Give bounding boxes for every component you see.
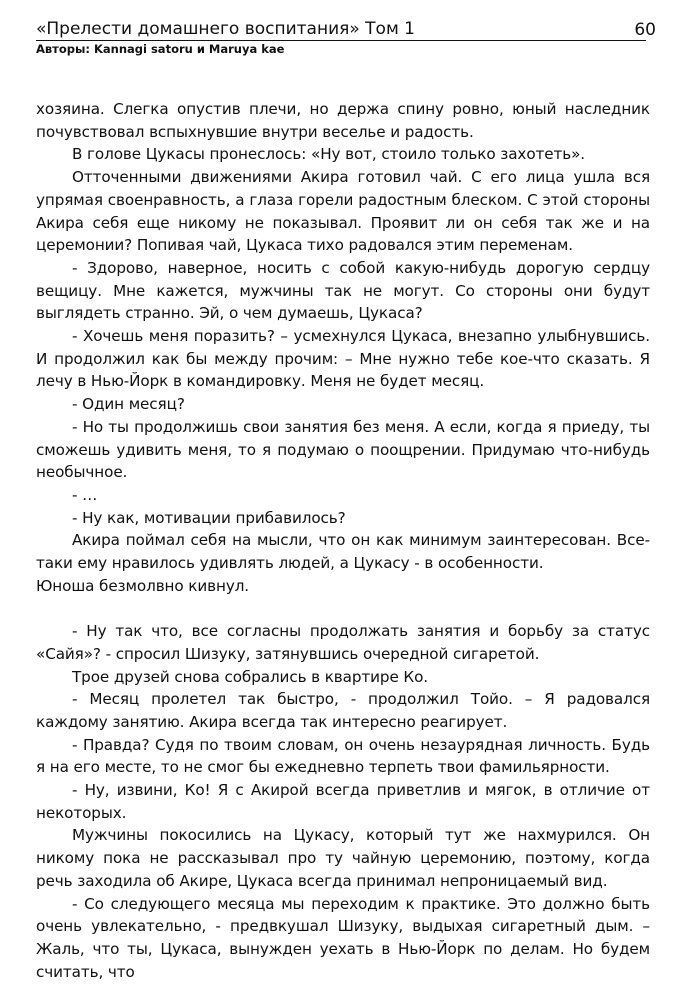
paragraph: хозяина. Слегка опустив плечи, но держа спину ровно, юный наследник почувствовал вспыхнувшие внутри веселье и радость. [36,100,650,141]
paragraph: Юноша безмолвно кивнул. [36,576,250,595]
paragraph: - Хочешь меня поразить? – усмехнулся Цукаса, внезапно улыбнувшись. И продолжил как бы между прочим: – Мне нужно тебе кое-что сказать. Я лечу в Нью-Йорк в командировку. Меня не будет месяц. [36,327,650,391]
paragraph: - Месяц пролетел так быстро, - продолжил Тойо. – Я радовался каждому занятию. Акира всегда так интересно реагирует. [36,690,650,731]
paragraph: - Ну так что, все согласны продолжать занятия и борьбу за статус «Сайя»? - спросил Шизуку, затянувшись очередной сигаретой. [36,622,650,663]
paragraph: Трое друзей снова собрались в квартире Ко. [72,667,429,686]
page-number: 60 [634,20,656,40]
paragraph: - Правда? Судя по твоим словам, он очень незаурядная личность. Будь я на его месте, то не смог бы ежедневно терпеть твои фамильярности. [36,735,650,777]
page-header [36,18,656,58]
body-text [36,98,650,983]
paragraph: Отточенными движениями Акира готовил чай. С его лица ушла вся упрямая своенравность, а глаза горели радостным блеском. С этой стороны Акира себя еще никому не показывал. Проявит ли он себя так же и на церемонии? Попивая чай, Цукаса тихо радовался этим переменам. [36,168,650,255]
paragraph: - Ну как, мотивации прибавилось? [72,508,346,527]
paragraph: В голове Цукасы пронеслось: «Ну вот, стоило только захотеть». [72,145,586,164]
paragraph: - … [72,485,98,504]
paragraph: Мужчины покосились на Цукасу, который тут же нахмурился. Он никому пока не рассказывал про ту чайную церемонию, поэтому, когда речь заходила об Акире, Цукаса всегда принимал непроницаемый вид. [36,826,650,890]
paragraph: - Но ты продолжишь свои занятия без меня. А если, когда я приеду, ты сможешь удивить меня, то я подумаю о поощрении. Придумаю что-нибудь необычное. [36,417,650,482]
paragraph: - Со следующего месяца мы переходим к практике. Это должно быть очень увлекательно, - предвкушал Шизуку, выдыхая сигаретный дым. – Жаль, что ты, Цукаса, вынужден уехать в Нью-Йорк по делам. Но будем считать, что [36,894,650,981]
paragraph: - Один месяц? [72,395,185,414]
running-title: «Прелести домашнего воспитания» Том 1 [36,19,415,39]
paragraph: - Здорово, наверное, носить с собой какую-нибудь дорогую сердцу вещицу. Мне кажется, мужчины так не могут. Со стороны они будут выглядеть странно. Эй, о чем думаешь, Цукаса? [36,258,650,323]
header-rule [36,40,646,41]
paragraph: Акира поймал себя на мысли, что он как минимум заинтересован. Все-таки ему нравилось удивлять людей, а Цукасу - в особенности. [36,531,650,573]
authors-line: Авторы: Kannagi satoru и Maruya kae [36,42,285,56]
paragraph: - Ну, извини, Ко! Я с Акирой всегда приветлив и мягок, в отличие от некоторых. [36,781,650,822]
